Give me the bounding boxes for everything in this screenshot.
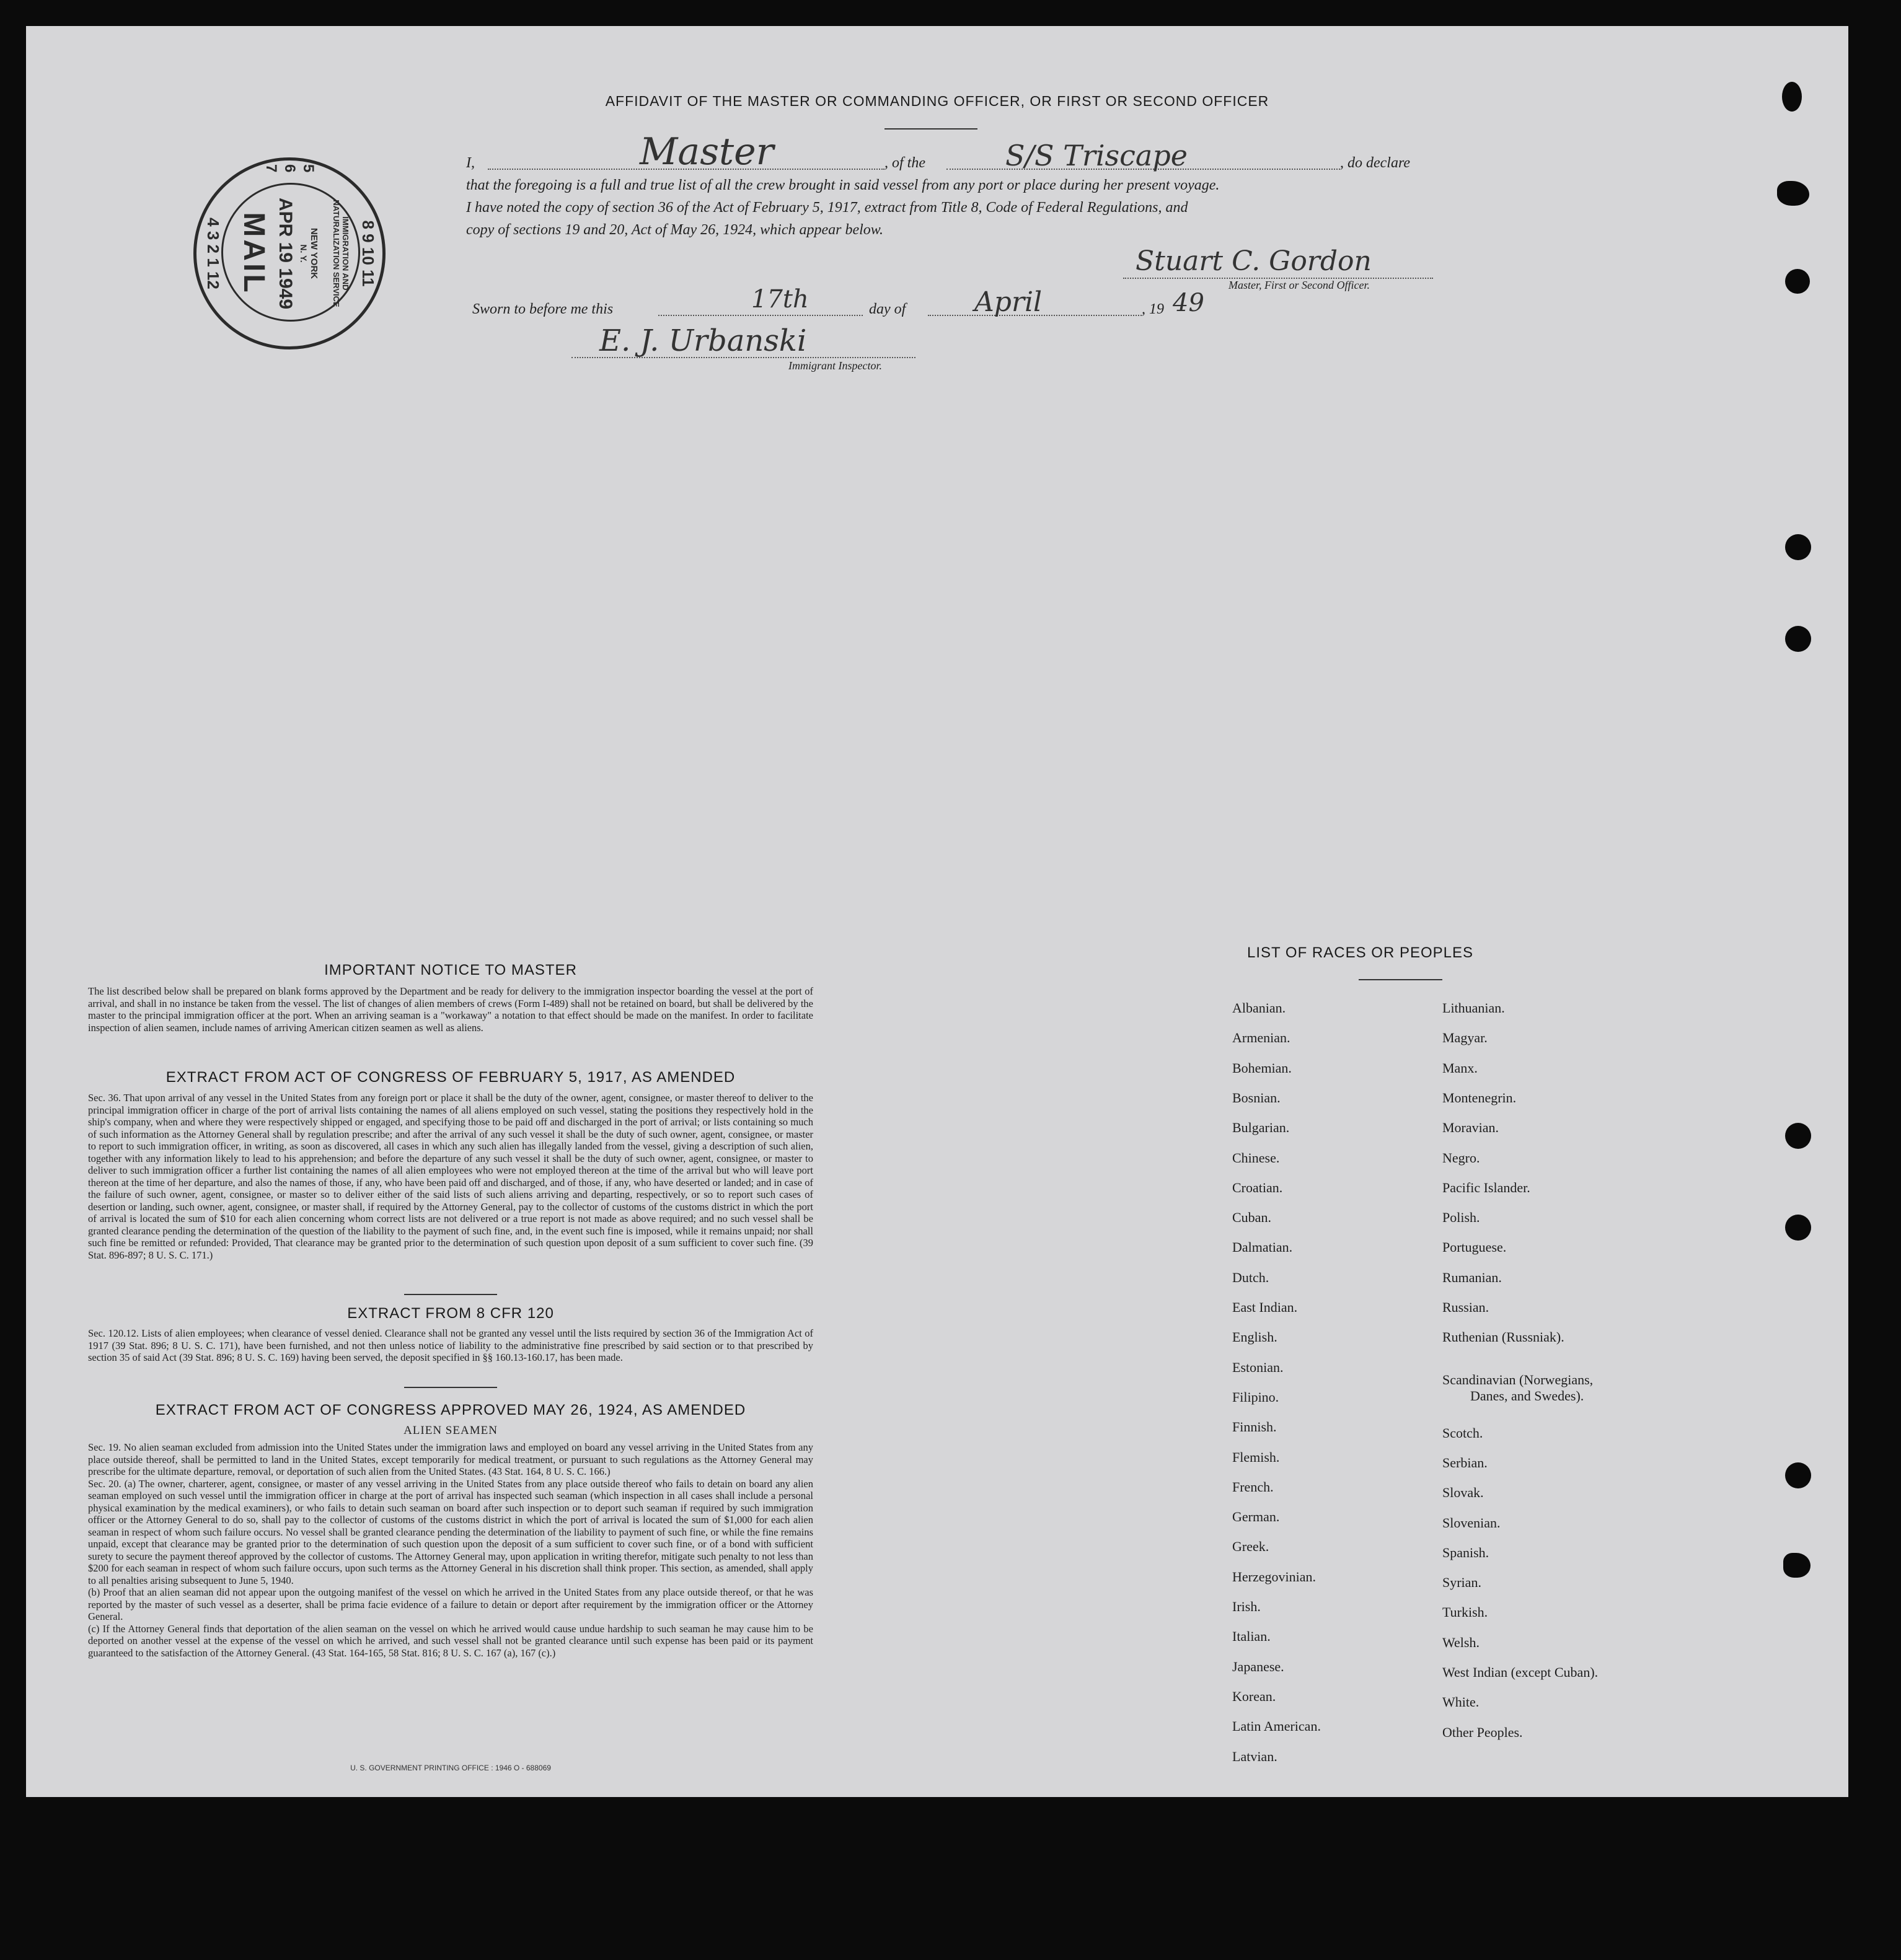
- race-item: German.: [1232, 1509, 1280, 1525]
- rank-handwritten: Master: [640, 130, 774, 174]
- inspector-signature-line: [571, 357, 915, 358]
- race-item: Negro.: [1442, 1149, 1480, 1166]
- day-line: [658, 315, 863, 316]
- stamp-agency: IMMIGRATION AND NATURALIZATION SERVICE: [332, 200, 350, 307]
- race-item: Bosnian.: [1232, 1089, 1281, 1105]
- stamp-top-digits: 8 9 10 11: [359, 220, 377, 287]
- stamp-left-digits: 5 6 7: [263, 164, 317, 173]
- race-item: Turkish.: [1442, 1604, 1488, 1620]
- race-item: Slovenian.: [1442, 1514, 1501, 1531]
- master-signature: Stuart C. Gordon: [1136, 245, 1372, 277]
- binder-hole: [1785, 1462, 1811, 1488]
- race-item: Dutch.: [1232, 1269, 1269, 1285]
- race-item: Bulgarian.: [1232, 1120, 1290, 1136]
- race-item: French.: [1232, 1479, 1274, 1495]
- race-item: Herzegovinian.: [1232, 1568, 1316, 1584]
- races-title: LIST OF RACES OR PEOPLES: [1247, 944, 1473, 961]
- binder-hole: [1785, 534, 1811, 560]
- master-signature-caption: Master, First or Second Officer.: [1228, 279, 1370, 291]
- race-item: Slovak.: [1442, 1485, 1484, 1501]
- race-item: Croatian.: [1232, 1179, 1283, 1195]
- race-item: Bohemian.: [1232, 1060, 1292, 1076]
- stamp-bottom-digits: 4 3 2 1 12: [204, 218, 223, 289]
- race-item: Other Peoples.: [1442, 1724, 1523, 1740]
- races-underline: [1359, 979, 1442, 980]
- stamp-label: MAIL: [237, 212, 270, 295]
- extract-cfr-body: Sec. 120.12. Lists of alien employees; when clearance of vessel denied. Clearance shall not be granted any vessel until the lists required by section 36 of the Immigration Act of 1917 (39 Stat. 896; 8 U. S. C. 171), have been furnished, and not then unless notice of liability to the administrative fine prescribed by said section or to that prescribed by section 35 of said Act (39 Stat. 896; 8 U. S. C. 169) having been served, the deposit specified in §§ 160.13-160.17, has been made.: [88, 1327, 813, 1363]
- race-item: Albanian.: [1232, 1000, 1286, 1016]
- race-item: Russian.: [1442, 1299, 1489, 1315]
- race-item: Latvian.: [1232, 1748, 1277, 1764]
- race-item: Montenegrin.: [1442, 1089, 1517, 1105]
- extract-1924-sec-19: Sec. 19. No alien seaman excluded from admission into the United States under the immigration laws and employed on board any vessel arriving in the United States from any place outside thereof, shall be permitted to land in the United States, except temporarily for medical treatment, or pursuant to such regulations as the Attorney General may prescribe for the ultimate departure, removal, or deportation of such alien from the United States. (43 Stat. 164, 8 U. S. C. 166.): [88, 1441, 813, 1477]
- race-item: Ruthenian (Russniak).: [1442, 1329, 1564, 1345]
- extract-1924-sec-20b: (b) Proof that an alien seaman did not appear upon the outgoing manifest of the vessel on which he arrived in the United States from any place outside thereof, or that he was reported by the master of such vessel as a deserter, shall be prima facie evidence of a failure to detain or deport after requirement by the immigration officer or the Attorney General.: [88, 1586, 813, 1622]
- affidavit-i: I,: [466, 155, 475, 171]
- divider-1: [404, 1294, 497, 1295]
- extract-1917-title: EXTRACT FROM ACT OF CONGRESS OF FEBRUARY 5, 1917, AS AMENDED: [165, 1069, 736, 1086]
- race-item: Korean.: [1232, 1688, 1276, 1704]
- extract-1924-sec-20a: Sec. 20. (a) The owner, charterer, agent, consignee, or master of any vessel arriving in the United States from any place outside thereof who fails to detain on board any alien seaman employed on such vessel until the immigration officer in charge at the port of arrival has inspected such seaman (which inspection in all cases shall include a personal physical examination by the medical examiners), or who fails to detain such seaman on board after such inspection or to deport such seaman if required by such immigration officer or the Attorney General to do so, shall pay to the collector of customs of the customs district in which the port of arrival is located the sum of $1,000 for each alien seaman in respect of whom such failure occurs. No vessel shall be granted clearance pending the determination of the liability to payment of such fine, or while the fine remains unpaid, except that clearance may be granted prior to the determination of such question upon the deposit of a sum sufficient to cover such fine, or of a bond with sufficient surety to secure the payment thereof approved by the collector of customs. The Attorney General may, upon application in writing therefor, mitigate such penalty to not less than $200 for each seaman in respect of whom such failure occurs, upon such terms as the Attorney General in his discretion shall think proper. This section, as amended, shall apply to all penalties arising subsequent to June 5, 1940.: [88, 1477, 813, 1586]
- stamp-date: APR 19 1949: [275, 197, 296, 310]
- race-item: Scandinavian (Norwegians,: [1442, 1371, 1594, 1387]
- printer-imprint: U. S. GOVERNMENT PRINTING OFFICE : 1946 O - 688069: [350, 1764, 551, 1772]
- race-item: Japanese.: [1232, 1658, 1284, 1674]
- extract-1924-sec-20c: (c) If the Attorney General finds that deportation of the alien seaman on the vessel on which he arrived would cause undue hardship to such seaman he may cause him to be deported on another vessel at the expense of the vessel on which he arrived, and such vessel shall not be granted clearance until such expense has been paid or its payment guaranteed to the satisfaction of the Attorney General. (43 Stat. 164-165, 58 Stat. 816; 8 U. S. C. 167 (a), 167 (c).): [88, 1622, 813, 1659]
- extract-1924-body: [88, 1441, 813, 1659]
- extract-1924-title: EXTRACT FROM ACT OF CONGRESS APPROVED MAY 26, 1924, AS AMENDED: [155, 1402, 746, 1418]
- affidavit-declare: , do declare: [1340, 155, 1411, 171]
- day-of-text: day of: [869, 301, 906, 317]
- race-item: Irish.: [1232, 1599, 1261, 1614]
- race-item: Chinese.: [1232, 1149, 1280, 1166]
- race-item: Estonian.: [1232, 1359, 1284, 1375]
- race-item: Welsh.: [1442, 1634, 1480, 1650]
- race-item: Latin American.: [1232, 1718, 1321, 1734]
- race-item: English.: [1232, 1329, 1277, 1345]
- binder-hole: [1777, 181, 1809, 206]
- sworn-text: Sworn to before me this: [472, 301, 614, 317]
- binder-hole: [1785, 269, 1810, 294]
- title-underline: [884, 128, 977, 130]
- race-item: Serbian.: [1442, 1454, 1488, 1470]
- stamp-state: N. Y.: [299, 244, 309, 263]
- race-item: Filipino.: [1232, 1389, 1279, 1405]
- race-item: Rumanian.: [1442, 1269, 1502, 1285]
- notice-body: The list described below shall be prepared on blank forms approved by the Department and be ready for delivery to the immigration inspector boarding the vessel at the port of arrival, and shall in no instance be taken from the vessel. The list of changes of alien members of crews (Form I-489) shall not be retained on board, but shall be delivered by the master to the principal immigration officer at the port. When an arriving seaman is a "workaway" a notation to that effect should be made on the manifest. In order to facilitate inspection of alien seamen, include names of arriving American citizen seamen as well as aliens.: [88, 985, 813, 1034]
- document-page: [26, 26, 1848, 1797]
- affidavit-line-2: that the foregoing is a full and true list of all the crew brought in said vessel from any port or place during her present voyage.: [466, 177, 1220, 193]
- race-item: White.: [1442, 1694, 1480, 1710]
- race-item: East Indian.: [1232, 1299, 1298, 1315]
- year-prefix: , 19: [1142, 301, 1164, 317]
- race-item: Cuban.: [1232, 1210, 1271, 1226]
- race-item: Greek.: [1232, 1539, 1269, 1555]
- vessel-handwritten: S/S Triscape: [1005, 139, 1188, 172]
- race-item: Pacific Islander.: [1442, 1179, 1530, 1195]
- mail-stamp: [193, 157, 386, 349]
- race-item: Syrian.: [1442, 1575, 1481, 1591]
- race-item: Italian.: [1232, 1628, 1271, 1645]
- binder-hole: [1785, 1215, 1811, 1241]
- binder-hole: [1783, 1553, 1811, 1578]
- affidavit-line-4: copy of sections 19 and 20, Act of May 26, 1924, which appear below.: [466, 222, 884, 238]
- race-item: Danes, and Swedes).: [1470, 1387, 1584, 1404]
- extract-cfr-title: EXTRACT FROM 8 CFR 120: [347, 1305, 554, 1322]
- race-item: Dalmatian.: [1232, 1239, 1293, 1255]
- race-item: Magyar.: [1442, 1030, 1488, 1046]
- inspector-caption: Immigrant Inspector.: [788, 359, 882, 372]
- race-item: Portuguese.: [1442, 1239, 1507, 1255]
- race-item: Scotch.: [1442, 1425, 1483, 1441]
- notice-title: IMPORTANT NOTICE TO MASTER: [324, 962, 577, 978]
- affidavit-title: AFFIDAVIT OF THE MASTER OR COMMANDING OFFICER, OR FIRST OR SECOND OFFICER: [605, 93, 1269, 109]
- race-item: Finnish.: [1232, 1419, 1277, 1435]
- binder-hole: [1785, 1123, 1811, 1149]
- month-handwritten: April: [974, 286, 1043, 318]
- stamp-city: NEW YORK: [309, 227, 319, 279]
- race-item: West Indian (except Cuban).: [1442, 1664, 1599, 1680]
- race-item: Armenian.: [1232, 1030, 1290, 1046]
- race-item: Manx.: [1442, 1060, 1478, 1076]
- race-item: Spanish.: [1442, 1544, 1489, 1560]
- extract-1924-subtitle: ALIEN SEAMEN: [404, 1424, 498, 1437]
- divider-2: [404, 1387, 497, 1388]
- race-item: Flemish.: [1232, 1449, 1280, 1465]
- inspector-signature: E. J. Urbanski: [599, 323, 807, 358]
- race-item: Moravian.: [1442, 1120, 1499, 1136]
- affidavit-line-3: I have noted the copy of section 36 of the Act of February 5, 1917, extract from Title 8, Code of Federal Regulations, and: [466, 200, 1188, 216]
- extract-1917-body: Sec. 36. That upon arrival of any vessel in the United States from any foreign port or place it shall be the duty of the owner, agent, consignee, or master thereof to deliver to the principal immigration officer in charge of the port of arrival lists containing the names of all aliens employed on such vessel, stating the positions they respectively hold in the ship's company, when and where they were respectively shipped or engaged, and specifying those to be paid off and discharged in the port of arrival; or lists containing so much of such information as the Attorney General shall by regulation prescribe; and after the arrival of any such vessel it shall be the duty of such owner, agent, consignee, or master to report to such immigration officer, in writing, as soon as discovered, all cases in which any such alien has illegally landed from the vessel, giving a description of such alien, together with any information likely to lead to his apprehension; and before the departure of any such vessel it shall be the duty of such owner, agent, consignee, or master to deliver to such immigration officer a further list containing the names of all alien employees who were not employed thereon at the time of the arrival but who will leave port thereon at the time of her departure, and also the names of those, if any, who have been paid off and discharged, and of those, if any, who have deserted or landed; and in case of the failure of such owner, agent, consignee, or master so to deliver either of the said lists of such aliens arriving and departing, respectively, or so to report such cases of desertion or landing, such owner, agent, consignee, or master shall, if required by the Attorney General, pay to the collector of customs of the customs district in which the port of arrival is located the sum of $10 for each alien concerning whom correct lists are not delivered or a true report is not made as above required; and no such vessel shall be granted clearance pending the determination of the question of the liability to the payment of such fine, and, in the event such fine is imposed, while it remains unpaid; nor shall such fine be remitted or refunded: Provided, That clearance may be granted prior to the determination of such question upon deposit of a sum sufficient to cover such fine. (39 Stat. 896-897; 8 U. S. C. 171.): [88, 1092, 813, 1261]
- binder-hole: [1782, 82, 1802, 112]
- affidavit-of-the: , of the: [884, 155, 925, 171]
- year-handwritten: 49: [1173, 289, 1204, 317]
- day-handwritten: 17th: [751, 285, 809, 314]
- race-item: Lithuanian.: [1442, 1000, 1505, 1016]
- race-item: Polish.: [1442, 1210, 1480, 1226]
- binder-hole: [1785, 626, 1811, 652]
